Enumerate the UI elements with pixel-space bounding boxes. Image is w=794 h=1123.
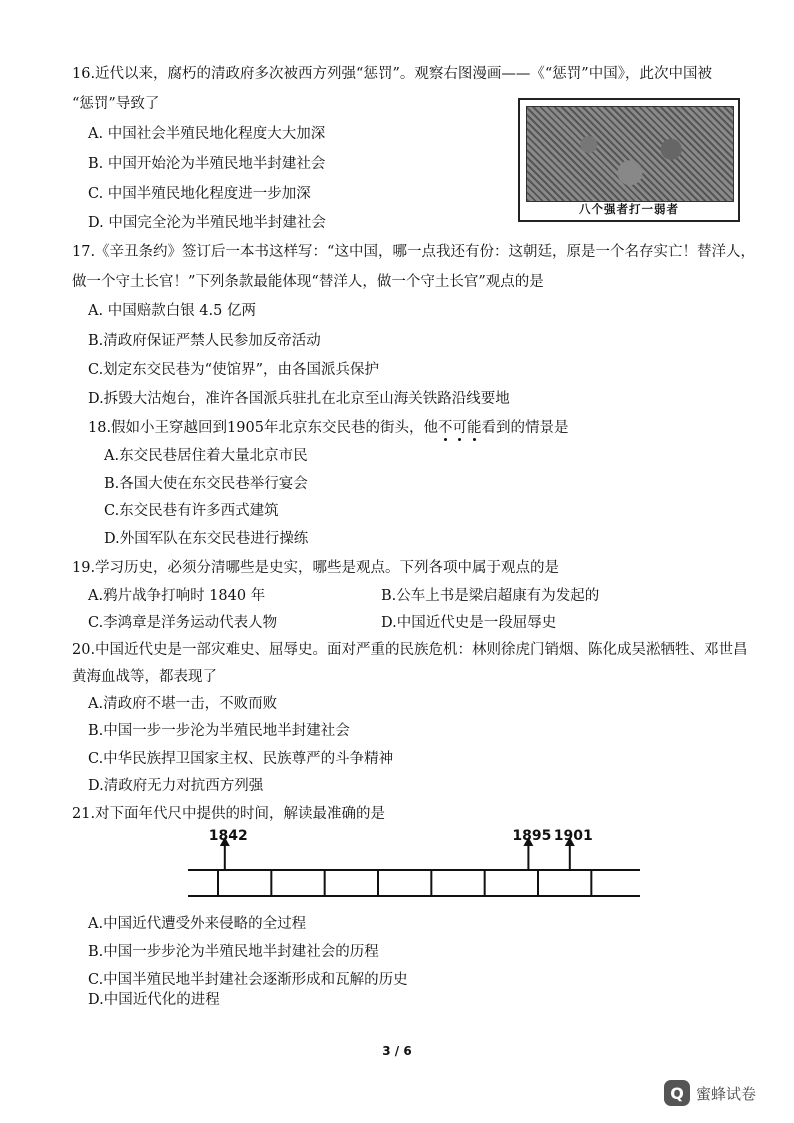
punish-china-comic-image [518, 98, 740, 222]
q16-stem-line2: “惩罚”导致了 [72, 96, 160, 112]
q16-option-a[interactable]: A. 中国社会半殖民地化程度大大加深 [88, 126, 326, 142]
q16-option-b[interactable]: B. 中国开始沦为半殖民地半封建社会 [88, 156, 326, 172]
watermark-text: 蜜蜂试卷 [696, 1084, 757, 1103]
q17-stem-line1: 17.《辛丑条约》签订后一本书这样写：“这中国，哪一点我还有份：这朝廷，原是一个名存实亡！替洋人， [72, 244, 755, 260]
q17-option-a[interactable]: A. 中国赔款白银 4.5 亿两 [88, 303, 256, 319]
q18-stem-after: 看到的情景是 [481, 420, 569, 436]
chronology-ruler-svg [188, 828, 648, 908]
bee-logo-icon: Q [664, 1080, 690, 1106]
q20-option-a[interactable]: A.清政府不堪一击，不败而败 [88, 696, 278, 712]
q20-option-b[interactable]: B.中国一步一步沦为半殖民地半封建社会 [88, 723, 350, 739]
q18-emphasis-char: 可 [452, 420, 467, 436]
q20-option-c[interactable]: C.中华民族捍卫国家主权、民族尊严的斗争精神 [88, 751, 394, 767]
q16-option-c[interactable]: C. 中国半殖民地化程度进一步加深 [88, 186, 311, 202]
q17-option-c[interactable]: C.划定东交民巷为“使馆界”，由各国派兵保护 [88, 362, 380, 378]
marker-year-label: 1842 [208, 828, 248, 844]
q21-stem: 21.对下面年代尺中提供的时间，解读最准确的是 [72, 806, 386, 822]
q18-option-b[interactable]: B.各国大使在东交民巷举行宴会 [104, 476, 308, 492]
page-number: 3 / 6 [382, 1044, 412, 1058]
q19-option-d[interactable]: D.中国近代史是一段屈辱史 [381, 615, 557, 631]
marker-year-label: 1901 [553, 828, 593, 844]
q20-option-d[interactable]: D.清政府无力对抗西方列强 [88, 778, 264, 794]
q20-stem-line1: 20.中国近代史是一部灾难史、屈辱史。面对严重的民族危机：林则徐虎门销烟、陈化成吴淞牺牲、邓世昌 [72, 642, 748, 658]
q19-option-a[interactable]: A.鸦片战争打响时 1840 年 [88, 588, 266, 604]
q17-stem-line2: 做一个守土长官！”下列条款最能体现“替洋人，做一个守土长官”观点的是 [72, 274, 544, 290]
q18-stem-emphasis [438, 420, 482, 436]
q18-emphasis-char: 能 [466, 420, 482, 436]
q18-emphasis-char: 不 [437, 420, 453, 436]
chronology-ruler [188, 828, 648, 908]
q17-option-d[interactable]: D.拆毁大沽炮台，准许各国派兵驻扎在北京至山海关铁路沿线要地 [88, 391, 510, 407]
watermark [664, 1080, 756, 1106]
q21-option-d[interactable]: D.中国近代化的进程 [88, 992, 220, 1008]
q19-stem: 19.学习历史，必须分清哪些是史实，哪些是观点。下列各项中属于观点的是 [72, 560, 560, 576]
q18-option-d[interactable]: D.外国军队在东交民巷进行操练 [104, 531, 309, 547]
q16-option-d[interactable]: D. 中国完全沦为半殖民地半封建社会 [88, 215, 326, 231]
comic-caption: 八个强者打一弱者 [579, 202, 679, 216]
q16-stem-line1: 16.近代以来，腐朽的清政府多次被西方列强“惩罚”。观察右图漫画——《“惩罚”中国》，此次中国被 [72, 66, 712, 82]
q20-stem-line2: 黄海血战等，都表现了 [72, 669, 217, 685]
q18-option-a[interactable]: A.东交民巷居住着大量北京市民 [104, 448, 308, 464]
marker-year-label: 1895 [512, 828, 552, 844]
q21-option-b[interactable]: B.中国一步步沦为半殖民地半封建社会的历程 [88, 944, 379, 960]
comic-illustration [526, 106, 734, 202]
q18-option-c[interactable]: C.东交民巷有许多西式建筑 [104, 503, 279, 519]
q18-stem-before: 18.假如小王穿越回到1905年北京东交民巷的街头，他 [88, 420, 438, 436]
q17-option-b[interactable]: B.清政府保证严禁人民参加反帝活动 [88, 333, 321, 349]
q19-option-c[interactable]: C.李鸿章是洋务运动代表人物 [88, 615, 278, 631]
q21-option-c[interactable]: C.中国半殖民地半封建社会逐渐形成和瓦解的历史 [88, 972, 408, 988]
q19-option-b[interactable]: B.公车上书是梁启超康有为发起的 [381, 588, 600, 604]
q21-option-a[interactable]: A.中国近代遭受外来侵略的全过程 [88, 916, 307, 932]
q18-stem [88, 418, 568, 438]
